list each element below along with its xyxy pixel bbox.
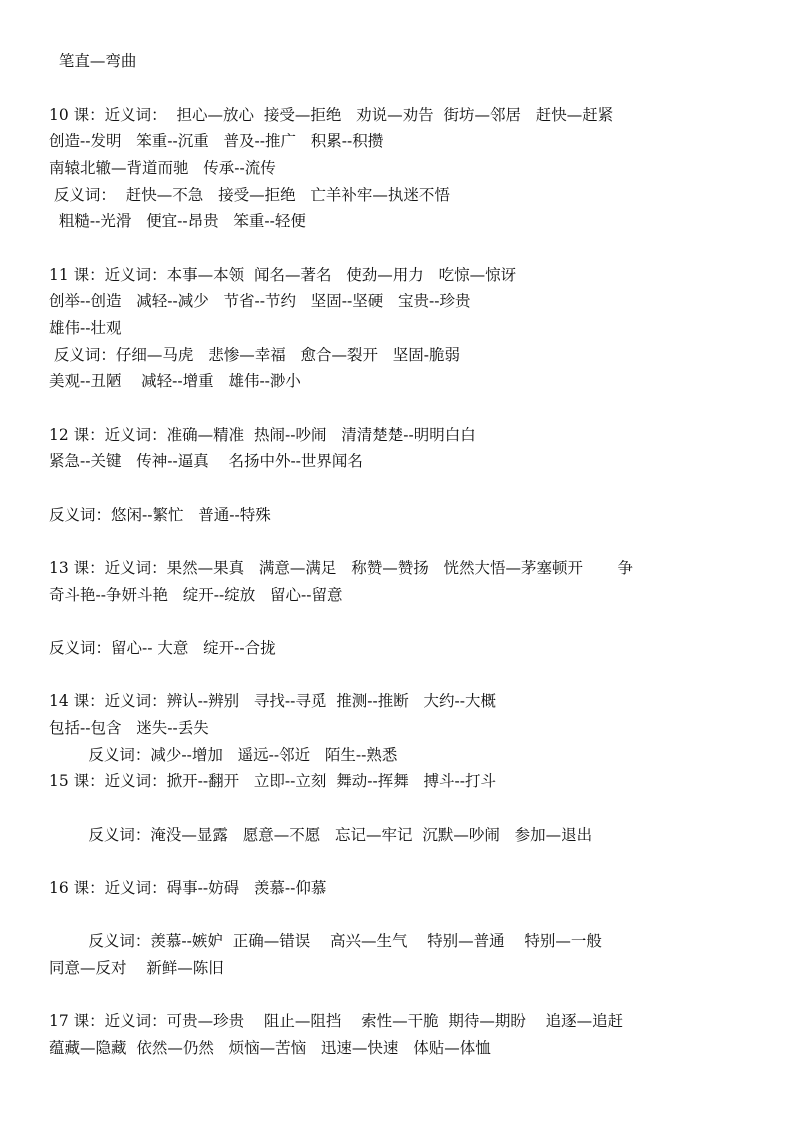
lesson-12-heading: 12 课：近义词：准确—精准 热闹--吵闹 清清楚楚--明明白白 [49, 426, 476, 444]
text-line: 紧急--关键 传神--逼真 名扬中外--世界闻名 [49, 452, 363, 470]
text-line: 反义词：仔细—马虎 悲惨—幸福 愈合—裂开 坚固-脆弱 [49, 346, 461, 364]
text-line: 反义词：淹没—显露 愿意—不愿 忘记—牢记 沉默—吵闹 参加—退出 [49, 826, 593, 844]
lesson-14-heading: 14 课：近义词：辨认--辨别 寻找--寻觅 推测--推断 大约--大概 [49, 692, 496, 710]
text-line: 反义词： 赶快—不急 接受—拒绝 亡羊补牢—执迷不悟 [49, 186, 450, 204]
text-line: 反义词：减少--增加 遥远--邻近 陌生--熟悉 [49, 746, 398, 764]
text-line: 反义词：留心-- 大意 绽开--合拢 [49, 639, 276, 657]
text-line: 蕴藏—隐藏 依然—仍然 烦恼—苦恼 迅速—快速 体贴—体恤 [49, 1039, 491, 1057]
text-line: 笔直—弯曲 [49, 52, 137, 70]
lesson-15-heading: 15 课：近义词：掀开--翻开 立即--立刻 舞动--挥舞 搏斗--打斗 [49, 772, 496, 790]
text-line: 创举--创造 减轻--减少 节省--节约 坚固--坚硬 宝贵--珍贵 [49, 292, 471, 310]
text-line: 同意—反对 新鲜—陈旧 [49, 959, 224, 977]
text-line: 反义词：悠闲--繁忙 普通--特殊 [49, 506, 271, 524]
text-line: 创造--发明 笨重--沉重 普及--推广 积累--积攒 [49, 132, 384, 150]
text-line: 雄伟--壮观 [49, 319, 122, 337]
text-line: 粗糙--光滑 便宜--昂贵 笨重--轻便 [49, 212, 306, 230]
text-line: 南辕北辙—背道而驰 传承--流传 [49, 159, 276, 177]
text-line: 包括--包含 迷失--丢失 [49, 719, 209, 737]
text-line: 反义词：羡慕--嫉妒 正确—错误 高兴—生气 特别—普通 特别—一般 [49, 932, 602, 950]
text-line: 奇斗艳--争妍斗艳 绽开--绽放 留心--留意 [49, 586, 343, 604]
lesson-13-heading: 13 课：近义词：果然—果真 满意—满足 称赞—赞扬 恍然大悟—茅塞顿开 争 [49, 559, 633, 577]
lesson-17-heading: 17 课：近义词：可贵—珍贵 阻止—阻挡 索性—干脆 期待—期盼 追逐—追赶 [49, 1012, 624, 1030]
lesson-11-heading: 11 课：近义词：本事—本领 闻名—著名 使劲—用力 吃惊—惊讶 [49, 266, 517, 284]
lesson-10-heading: 10 课：近义词： 担心—放心 接受—拒绝 劝说—劝告 街坊—邻居 赶快—赶紧 [49, 106, 614, 124]
lesson-16-heading: 16 课：近义词：碍事--妨碍 羡慕--仰慕 [49, 879, 327, 897]
text-line: 美观--丑陋 减轻--增重 雄伟--渺小 [49, 372, 301, 390]
